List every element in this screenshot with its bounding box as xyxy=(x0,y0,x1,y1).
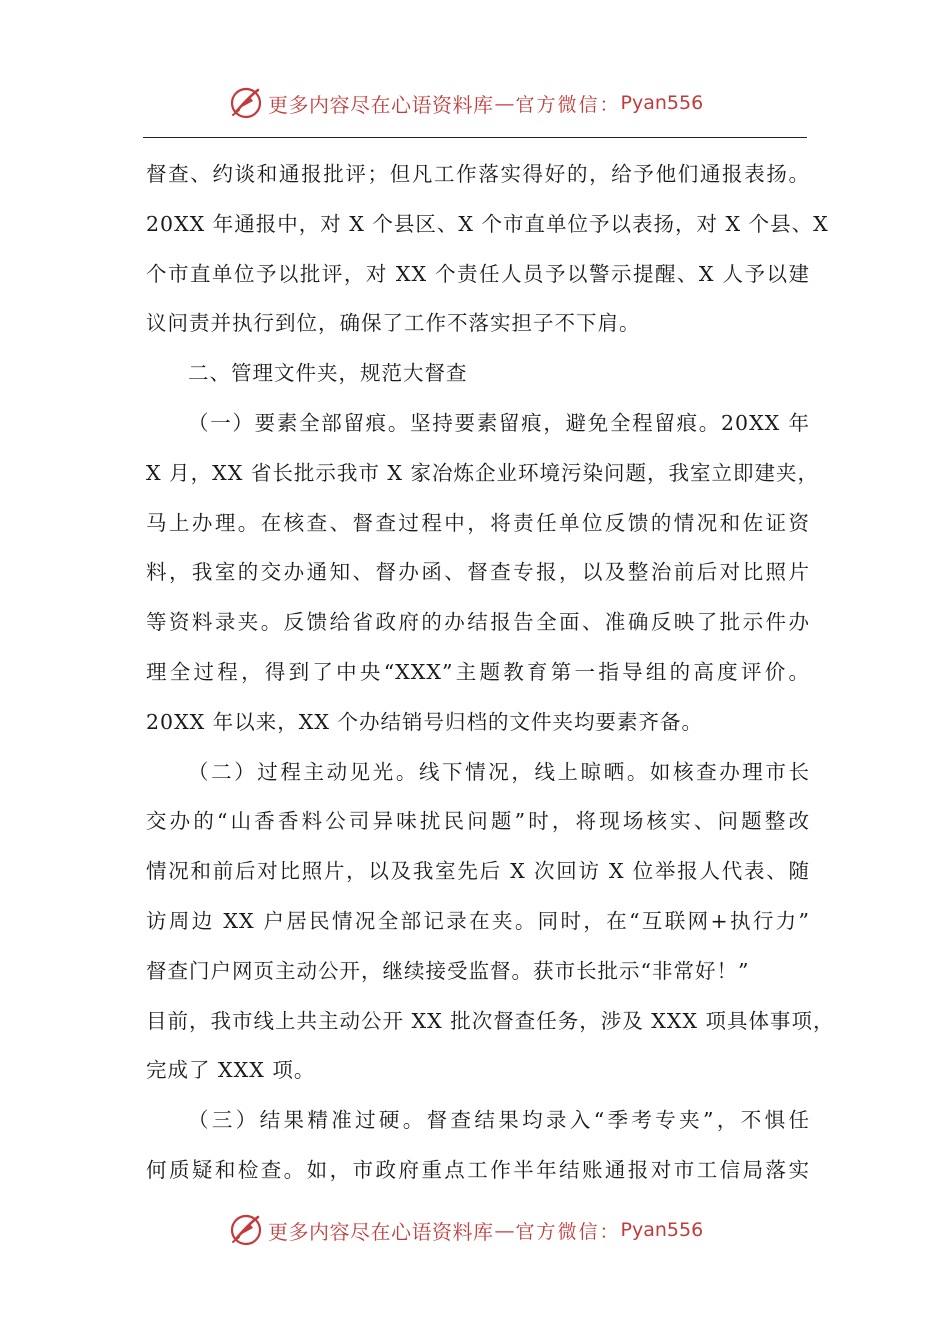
text-line: 目前，我市线上共主动公开 XX 批次督查任务，涉及 XXX 项具体事项， xyxy=(146,1008,835,1033)
banner-dash: — xyxy=(494,91,515,115)
text-line: （二）过程主动见光。线下情况，线上晾晒。如核查办理市长 xyxy=(188,759,810,784)
banner-dash: — xyxy=(494,1218,515,1242)
banner-wechat-label: 官方微信： xyxy=(515,93,621,116)
banner-site-text: 更多内容尽在心语资料库 xyxy=(268,92,494,117)
text-line: 等资料录夹。反馈给省政府的办结报告全面、准确反映了批示件办 xyxy=(146,610,810,635)
footer-banner xyxy=(228,1210,703,1250)
text-line: （三）结果精准过硬。督查结果均录入“季考专夹”，不惧任 xyxy=(188,1108,810,1133)
header-divider xyxy=(143,137,807,138)
text-line: 料，我室的交办通知、督办函、督查专报，以及整治前后对比照片 xyxy=(146,560,810,585)
text-line: 何质疑和检查。如，市政府重点工作半年结账通报对市工信局落实 xyxy=(146,1157,810,1182)
text-line: 访周边 XX 户居民情况全部记录在夹。同时，在“互联网+执行力” xyxy=(146,908,810,933)
text-line: 议问责并执行到位，确保了工作不落实担子不下肩。 xyxy=(146,311,641,336)
section-heading: 二、管理文件夹，规范大督查 xyxy=(188,361,468,386)
text-line: 理全过程，得到了中央“XXX”主题教育第一指导组的高度评价。 xyxy=(146,659,810,684)
header-banner xyxy=(228,83,703,123)
quill-logo-icon xyxy=(228,85,264,121)
text-line: 20XX 年以来，XX 个办结销号归档的文件夹均要素齐备。 xyxy=(146,709,703,734)
banner-site-text: 更多内容尽在心语资料库 xyxy=(268,1219,494,1244)
quill-logo-icon xyxy=(228,1212,264,1248)
text-line: 情况和前后对比照片，以及我室先后 X 次回访 X 位举报人代表、随 xyxy=(146,859,810,884)
banner-wechat-id: Pyan556 xyxy=(620,92,704,114)
text-line: 个市直单位予以批评，对 XX 个责任人员予以警示提醒、X 人予以建 xyxy=(146,261,810,286)
banner-wechat-label: 官方微信： xyxy=(515,1220,621,1243)
document-body xyxy=(146,150,835,1196)
text-line: 交办的“山香香料公司异味扰民问题”时，将现场核实、问题整改 xyxy=(146,809,810,834)
text-line: （一）要素全部留痕。坚持要素留痕，避免全程留痕。20XX 年 xyxy=(188,410,810,435)
text-line: 完成了 XXX 项。 xyxy=(146,1058,316,1083)
text-line: 马上办理。在核查、督查过程中，将责任单位反馈的情况和佐证资 xyxy=(146,510,810,535)
text-line: 督查、约谈和通报批评；但凡工作落实得好的，给予他们通报表扬。 xyxy=(146,162,810,186)
banner-wechat-id: Pyan556 xyxy=(620,1219,704,1241)
text-line: 20XX 年通报中，对 X 个县区、X 个市直单位予以表扬，对 X 个县、X xyxy=(146,211,829,236)
text-line: 督查门户网页主动公开，继续接受监督。获市长批示“非常好！” xyxy=(146,958,750,983)
text-line: X 月，XX 省长批示我市 X 家冶炼企业环境污染问题，我室立即建夹， xyxy=(146,460,819,485)
